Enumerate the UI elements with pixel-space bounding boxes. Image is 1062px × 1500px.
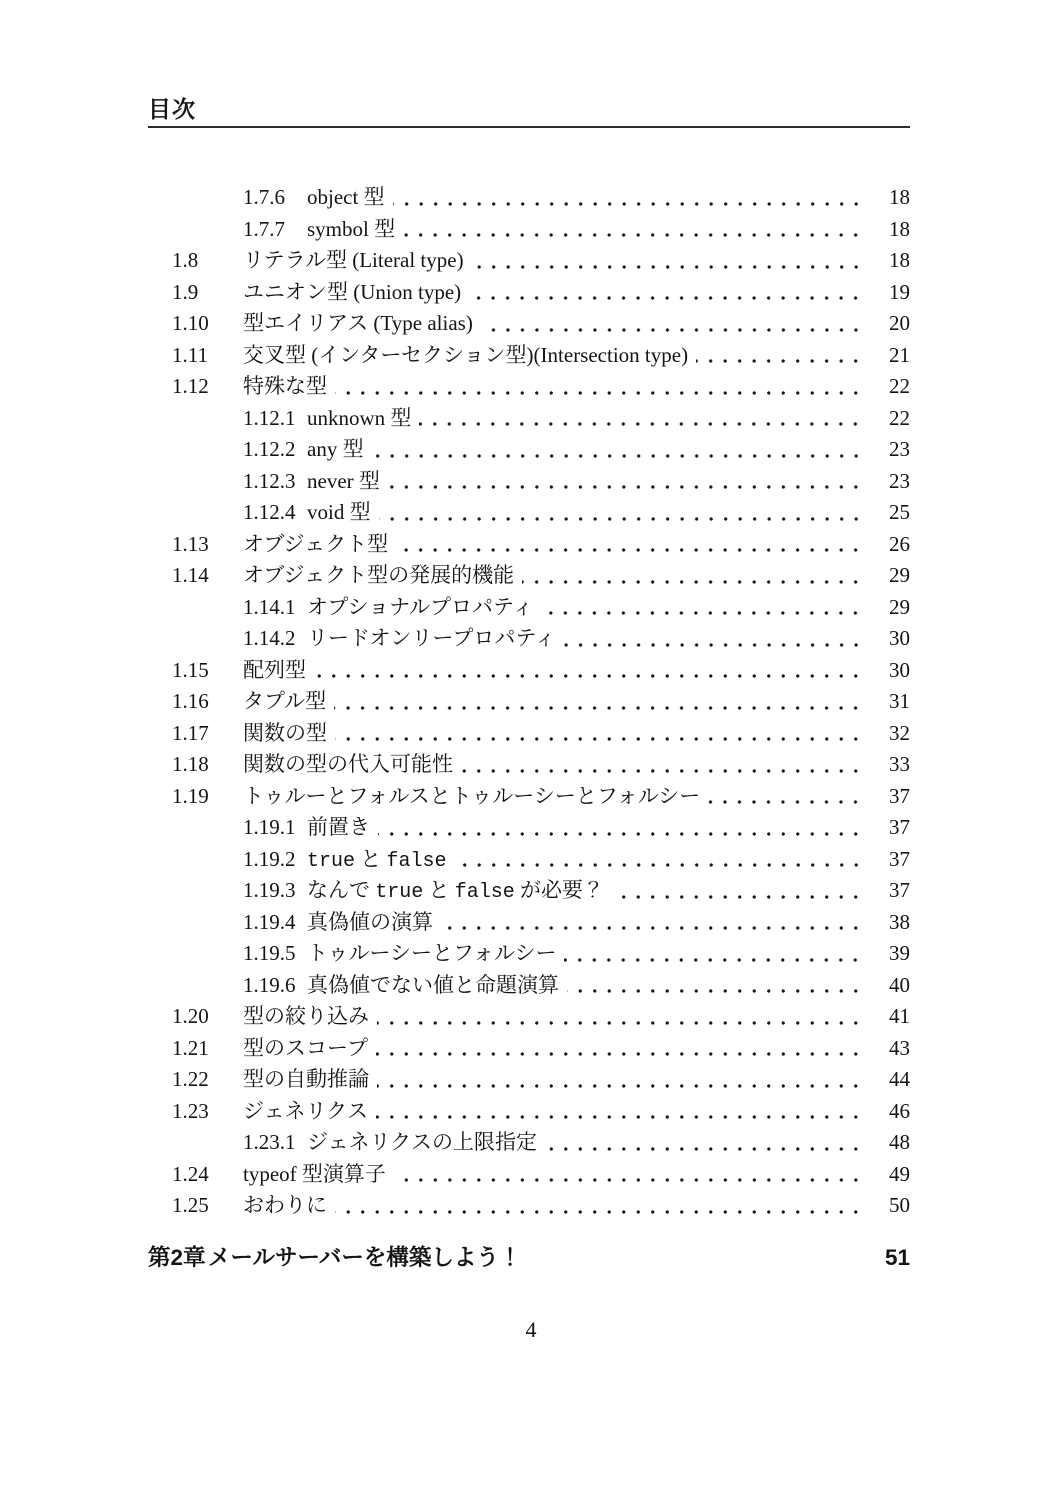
- toc-entry[interactable]: [148, 718, 910, 750]
- toc-entry-number: 1.19.6: [243, 972, 296, 997]
- toc-entry-title: 真偽値でない値と命題演算: [307, 972, 559, 997]
- toc-entry-number: 1.10: [172, 311, 209, 335]
- toc-entry-number: 1.19.3: [243, 878, 296, 902]
- toc-entry[interactable]: [148, 277, 910, 309]
- toc-entry-title: 関数の型の代入可能性: [243, 752, 453, 776]
- toc-entry-title: おわりに: [243, 1193, 327, 1217]
- toc-entry-title: 型の絞り込み: [243, 1004, 369, 1028]
- toc-entry-title: 型エイリアス (Type alias): [243, 311, 473, 335]
- toc-list: [148, 182, 910, 1222]
- dot-leader: [403, 214, 865, 246]
- dot-leader: [335, 1190, 865, 1222]
- dot-leader: [612, 875, 865, 907]
- toc-entry[interactable]: [148, 1127, 910, 1159]
- toc-entry-title: 真偽値の演算: [307, 909, 433, 934]
- dot-leader: [376, 1096, 865, 1128]
- dot-leader: [461, 749, 865, 781]
- toc-entry-page: 25: [889, 500, 910, 524]
- toc-entry-title: symbol 型: [307, 216, 396, 241]
- toc-entry-title: リードオンリープロパティ: [307, 626, 556, 650]
- toc-entry-title: ユニオン型 (Union type): [243, 279, 462, 304]
- toc-entry[interactable]: [148, 623, 910, 655]
- toc-entry-title: typeof 型演算子: [243, 1161, 386, 1186]
- toc-entry[interactable]: [148, 371, 910, 403]
- toc-entry-page: 23: [889, 468, 910, 493]
- toc-entry-number: 1.14.2: [243, 626, 296, 650]
- dot-leader: [455, 844, 865, 876]
- dot-leader: [441, 907, 865, 939]
- toc-entry-number: 1.16: [172, 689, 209, 713]
- toc-entry[interactable]: [148, 686, 910, 718]
- toc-entry-number: 1.7.6: [243, 185, 285, 209]
- toc-entry-number: 1.22: [172, 1067, 209, 1091]
- toc-entry-number: 1.12.2: [243, 437, 296, 461]
- toc-entry-title: 型の自動推論: [243, 1067, 369, 1091]
- toc-entry-page: 39: [889, 941, 910, 965]
- toc-entry-number: 1.12.3: [243, 468, 296, 493]
- toc-entry-title: オプショナルプロパティ: [307, 594, 534, 619]
- toc-chapter-entry[interactable]: [148, 1242, 910, 1274]
- page-footer: [0, 1314, 1062, 1346]
- toc-entry[interactable]: [148, 812, 910, 844]
- toc-entry-number: 1.9: [172, 279, 199, 304]
- toc-entry-page: 22: [889, 405, 910, 430]
- toc-entry[interactable]: [148, 938, 910, 970]
- toc-entry[interactable]: [148, 434, 910, 466]
- dot-leader: [419, 403, 865, 435]
- toc-entry-page: 37: [889, 783, 910, 808]
- dot-leader: [545, 1127, 865, 1159]
- dot-leader: [564, 623, 865, 655]
- toc-entry-page: 22: [889, 374, 910, 398]
- toc-entry-page: 44: [889, 1067, 910, 1091]
- toc-entry-number: 1.21: [172, 1035, 209, 1060]
- dot-leader: [378, 812, 865, 844]
- toc-entry[interactable]: [148, 781, 910, 813]
- toc-entry-number: 1.19.2: [243, 846, 296, 871]
- dot-leader: [377, 1064, 865, 1096]
- toc-entry-number: 1.19.5: [243, 941, 296, 965]
- toc-entry-page: 20: [889, 311, 910, 335]
- dot-leader: [472, 245, 865, 277]
- chapter-page: 51: [884, 1245, 910, 1270]
- toc-entry-number: 1.11: [172, 342, 208, 367]
- toc: [148, 182, 910, 1274]
- dot-leader: [481, 308, 865, 340]
- toc-entry-title: リテラル型 (Literal type): [243, 248, 464, 272]
- toc-entry-title: ジェネリクス: [243, 1098, 368, 1123]
- toc-entry-number: 1.14: [172, 563, 209, 587]
- toc-entry-title: any 型: [307, 437, 364, 461]
- toc-entry-title: 関数の型: [243, 720, 327, 745]
- toc-entry-title: object 型: [307, 185, 385, 209]
- dot-leader: [522, 560, 865, 592]
- toc-entry-number: 1.23: [172, 1098, 209, 1123]
- dot-leader: [469, 277, 865, 309]
- dot-leader: [334, 686, 865, 718]
- dot-leader: [567, 970, 865, 1002]
- toc-entry-page: 50: [889, 1193, 910, 1217]
- toc-entry[interactable]: [148, 970, 910, 1002]
- toc-entry-number: 1.18: [172, 752, 209, 776]
- toc-entry[interactable]: [148, 560, 910, 592]
- toc-entry[interactable]: [148, 1159, 910, 1191]
- chapter-number: 第2章: [148, 1245, 206, 1270]
- toc-entry-page: 18: [889, 248, 910, 272]
- toc-entry-number: 1.24: [172, 1161, 209, 1186]
- toc-entry-page: 49: [889, 1161, 910, 1186]
- toc-entry-page: 29: [889, 594, 910, 619]
- toc-entry[interactable]: [148, 466, 910, 498]
- toc-entry-title: ジェネリクスの上限指定: [307, 1130, 537, 1154]
- toc-entry-page: 26: [889, 531, 910, 556]
- toc-entry-page: 37: [889, 846, 910, 871]
- dot-leader: [372, 434, 865, 466]
- folio-page-number: 4: [525, 1317, 537, 1342]
- toc-entry-number: 1.19: [172, 783, 209, 808]
- toc-entry-page: 21: [889, 342, 910, 367]
- toc-entry-title: unknown 型: [307, 405, 412, 430]
- toc-entry-page: 31: [889, 689, 910, 713]
- toc-entry-number: 1.8: [172, 248, 199, 272]
- toc-entry-page: 38: [889, 909, 910, 934]
- toc-entry-title: true と false: [307, 846, 447, 873]
- toc-entry[interactable]: [148, 403, 910, 435]
- dot-leader: [394, 1159, 865, 1191]
- toc-entry-page: 48: [889, 1130, 910, 1154]
- dot-leader: [379, 497, 865, 529]
- dot-leader: [708, 781, 865, 813]
- chapter-title: メールサーバーを構築しよう！: [208, 1245, 522, 1270]
- dot-leader: [696, 340, 865, 372]
- page-header: [148, 96, 910, 128]
- toc-entry[interactable]: [148, 1033, 910, 1065]
- toc-entry-page: 18: [889, 185, 910, 209]
- toc-entry-number: 1.12.1: [243, 405, 296, 430]
- toc-entry-title: never 型: [307, 468, 380, 493]
- toc-entry-title: void 型: [307, 500, 371, 524]
- toc-entry-number: 1.17: [172, 720, 209, 745]
- dot-leader: [335, 371, 865, 403]
- toc-entry-number: 1.15: [172, 657, 209, 682]
- toc-entry[interactable]: [148, 340, 910, 372]
- dot-leader: [564, 938, 865, 970]
- toc-entry-title: トゥルーシーとフォルシー: [307, 941, 557, 965]
- toc-entry[interactable]: [148, 655, 910, 687]
- toc-entry-title: トゥルーとフォルスとトゥルーシーとフォルシー: [243, 783, 701, 808]
- toc-entry-page: 29: [889, 563, 910, 587]
- toc-entry-page: 30: [889, 657, 910, 682]
- dot-leader: [377, 1001, 865, 1033]
- toc-entry[interactable]: [148, 1064, 910, 1096]
- toc-entry[interactable]: [148, 529, 910, 561]
- toc-entry-number: 1.19.1: [243, 815, 296, 839]
- toc-entry-title: なんで true と false が必要？: [307, 878, 605, 904]
- toc-entry[interactable]: [148, 245, 910, 277]
- toc-entry[interactable]: [148, 749, 910, 781]
- dot-leader: [388, 466, 865, 498]
- toc-entry[interactable]: [148, 497, 910, 529]
- toc-entry-number: 1.14.1: [243, 594, 296, 619]
- toc-entry-title: オブジェクト型の発展的機能: [243, 563, 515, 587]
- dot-leader: [376, 1033, 865, 1065]
- toc-entry[interactable]: [148, 308, 910, 340]
- dot-leader: [335, 718, 865, 750]
- toc-entry-page: 30: [889, 626, 910, 650]
- toc-entry[interactable]: [148, 592, 910, 624]
- toc-entry-page: 19: [889, 279, 910, 304]
- toc-entry-page: 41: [889, 1004, 910, 1028]
- toc-entry[interactable]: [148, 214, 910, 246]
- toc-entry-number: 1.12: [172, 374, 209, 398]
- toc-entry-page: 37: [889, 815, 910, 839]
- toc-entry-number: 1.25: [172, 1193, 209, 1217]
- toc-entry-number: 1.13: [172, 531, 209, 556]
- toc-entry-title: 型のスコープ: [243, 1035, 368, 1060]
- toc-entry[interactable]: [148, 844, 910, 876]
- toc-entry-page: 43: [889, 1035, 910, 1060]
- toc-entry-page: 40: [889, 972, 910, 997]
- toc-entry[interactable]: [148, 875, 910, 907]
- toc-entry-number: 1.23.1: [243, 1130, 296, 1154]
- toc-entry-number: 1.20: [172, 1004, 209, 1028]
- toc-entry-title: 交叉型 (インターセクション型)(Intersection type): [243, 342, 689, 367]
- toc-entry[interactable]: [148, 907, 910, 939]
- toc-entry-page: 37: [889, 878, 910, 902]
- toc-entry-page: 32: [889, 720, 910, 745]
- toc-entry-title: タプル型: [243, 689, 327, 713]
- toc-entry-page: 33: [889, 752, 910, 776]
- dot-leader: [396, 529, 865, 561]
- toc-entry[interactable]: [148, 1190, 910, 1222]
- toc-entry-title: 前置き: [307, 815, 370, 839]
- dot-leader: [314, 655, 865, 687]
- toc-entry-page: 23: [889, 437, 910, 461]
- toc-entry[interactable]: [148, 1001, 910, 1033]
- toc-entry-number: 1.12.4: [243, 500, 296, 524]
- toc-entry[interactable]: [148, 1096, 910, 1128]
- toc-entry-number: 1.19.4: [243, 909, 296, 934]
- toc-entry-title: 配列型: [243, 657, 306, 682]
- dot-leader: [393, 182, 865, 214]
- toc-entry-title: オブジェクト型: [243, 531, 389, 556]
- page-header-title: 目次: [148, 96, 196, 122]
- toc-entry-title: 特殊な型: [243, 374, 327, 398]
- toc-entry[interactable]: [148, 182, 910, 214]
- toc-entry-page: 46: [889, 1098, 910, 1123]
- toc-entry-number: 1.7.7: [243, 216, 285, 241]
- toc-entry-page: 18: [889, 216, 910, 241]
- dot-leader: [541, 592, 865, 624]
